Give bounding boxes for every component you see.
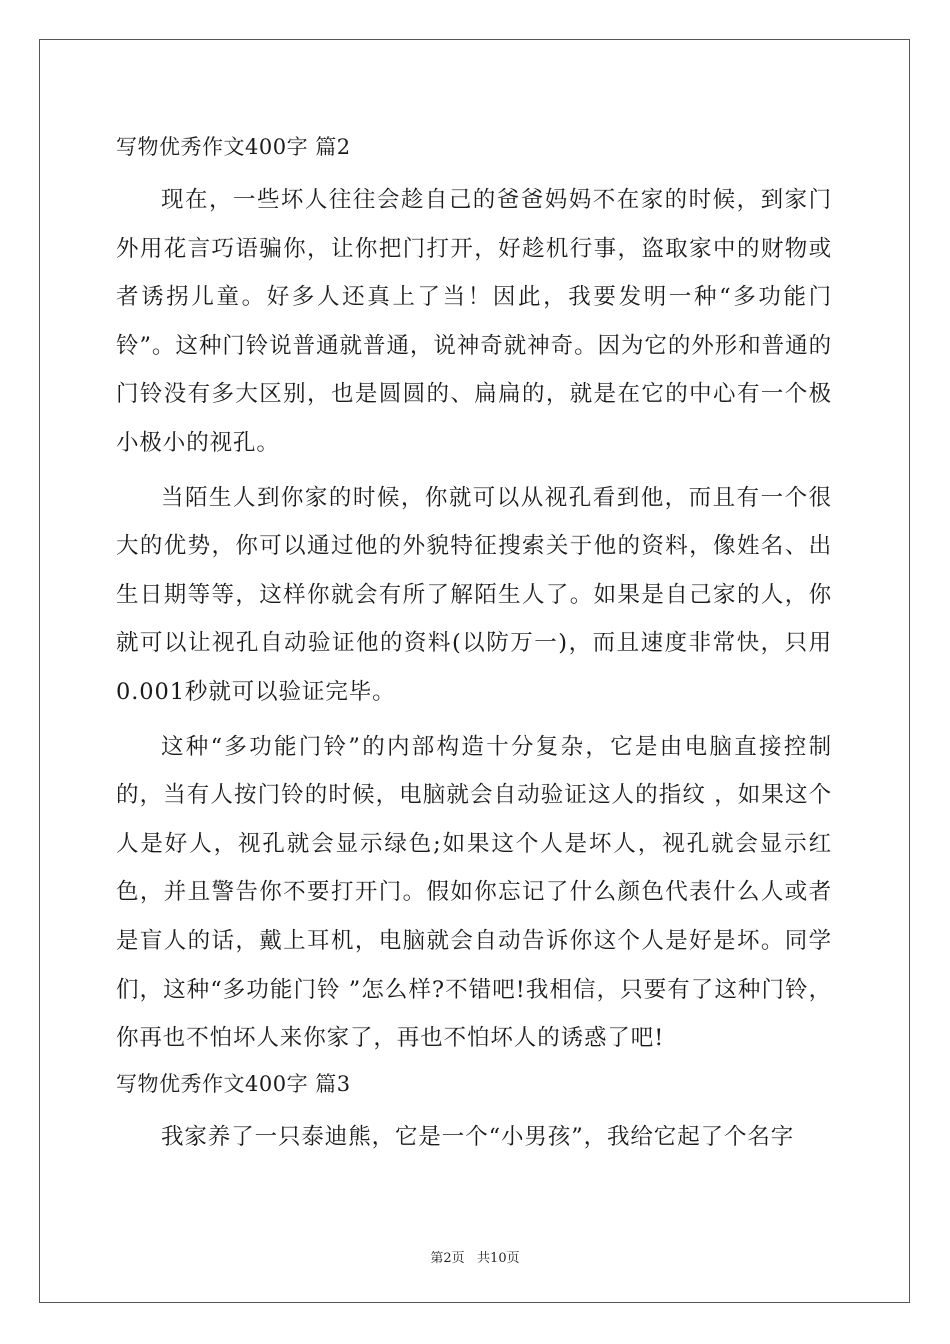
paragraph: 我家养了一只泰迪熊，它是一个“小男孩”，我给它起了个名字 xyxy=(161,1123,795,1150)
paragraph: 这种“多功能门铃”的内部构造十分复杂，它是由电脑直接控制的，当有人按门铃的时候，电脑就会自动验证这人的指纹 ，如果这个人是好人，视孔就会显示绿色;如果这个人是坏人，视孔就会显示红色，并且警告你不要打开门。假如你忘记了什么颜色代表什么人或者是盲人的话，戴上耳机，电脑就会自动告诉你这个人是好是坏。同学们，这种“多功能门铃 ”怎么样?不错吧!我相信，只要有了这种门铃，你再也不怕坏人来你家了，再也不怕坏人的诱惑了吧! xyxy=(116,733,832,1052)
section-heading-2: 写物优秀作文400字 篇2 xyxy=(116,135,351,159)
paragraph: 当陌生人到你家的时候，你就可以从视孔看到他，而且有一个很大的优势，你可以通过他的外貌特征搜索关于他的资料，像姓名、出生日期等等，这样你就会有所了解陌生人了。如果是自己家的人，你就可以让视孔自动验证他的资料(以防万一)，而且速度非常快，只用0.001秒就可以验证完毕。 xyxy=(116,484,832,705)
section-heading-3: 写物优秀作文400字 篇3 xyxy=(116,1071,351,1096)
document-body xyxy=(116,126,832,1161)
paragraph: 现在，一些坏人往往会趁自己的爸爸妈妈不在家的时候，到家门外用花言巧语骗你，让你把门打开，好趁机行事，盗取家中的财物或者诱拐儿童。好多人还真上了当！因此，我要发明一种“多功能门铃”。这种门铃说普通就普通，说神奇就神奇。因为它的外形和普通的门铃没有多大区别，也是圆圆的、扁扁的，就是在它的中心有一个极小极小的视孔。 xyxy=(116,187,832,456)
page-footer: 第2页 共10页 xyxy=(430,1251,520,1266)
